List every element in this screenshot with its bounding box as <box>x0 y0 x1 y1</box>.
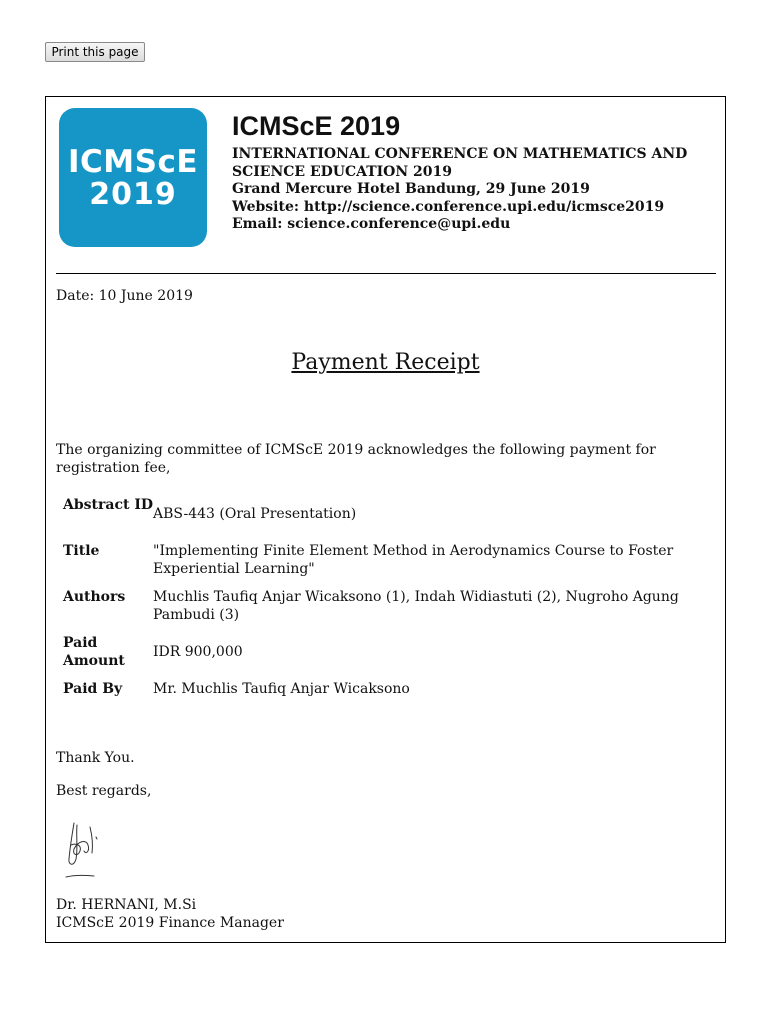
row-value-abstract-id: ABS-443 (Oral Presentation) <box>153 506 357 522</box>
row-label-abstract-id: Abstract ID <box>63 497 154 513</box>
thank-you-text: Thank You. <box>56 750 135 766</box>
table-row <box>58 540 708 586</box>
logo-text-year: 2019 <box>89 176 177 212</box>
conference-logo <box>59 108 207 247</box>
conference-email: Email: science.conference@upi.edu <box>232 216 511 232</box>
print-page-button[interactable]: Print this page <box>45 42 145 62</box>
conference-venue: Grand Mercure Hotel Bandung, 29 June 2019 <box>232 181 590 197</box>
row-label-paid-amount: Paid Amount <box>63 635 125 669</box>
row-label-authors: Authors <box>63 589 126 605</box>
row-value-paid-amount: IDR 900,000 <box>153 644 243 660</box>
conference-full-name-line-2: SCIENCE EDUCATION 2019 <box>232 163 453 180</box>
conference-website: Website: http://science.conference.upi.edu/icmsce2019 <box>232 198 665 215</box>
signer-block <box>56 897 284 932</box>
receipt-date: Date: 10 June 2019 <box>56 288 193 304</box>
conference-header <box>232 109 712 234</box>
signature-icon <box>60 815 110 883</box>
signer-name: Dr. HERNANI, M.Si <box>56 897 197 913</box>
regards-text: Best regards, <box>56 783 152 799</box>
row-label-paid-by: Paid By <box>63 681 123 697</box>
table-row <box>58 678 708 724</box>
table-row <box>58 586 708 632</box>
header-divider <box>56 273 716 274</box>
conference-title: ICMScE 2019 <box>232 111 401 141</box>
receipt-intro: The organizing committee of ICMScE 2019 acknowledges the following payment for registration fee, <box>56 442 656 476</box>
logo-text-name: ICMScE <box>67 143 198 180</box>
row-value-authors: Muchlis Taufiq Anjar Wicaksono (1), Indah Widiastuti (2), Nugroho Agung Pambudi (3) <box>153 589 679 623</box>
row-label-title: Title <box>63 543 100 559</box>
payment-details-table <box>58 494 708 724</box>
table-row <box>58 494 708 540</box>
row-value-paid-by: Mr. Muchlis Taufiq Anjar Wicaksono <box>153 681 410 697</box>
conference-full-name-line-1: INTERNATIONAL CONFERENCE ON MATHEMATICS AND <box>232 146 688 162</box>
table-row <box>58 632 708 678</box>
payment-receipt <box>45 96 726 943</box>
signer-role: ICMScE 2019 Finance Manager <box>56 914 284 931</box>
row-value-title: "Implementing Finite Element Method in Aerodynamics Course to Foster Experiential Learning" <box>153 543 674 577</box>
receipt-title: Payment Receipt <box>291 350 480 375</box>
